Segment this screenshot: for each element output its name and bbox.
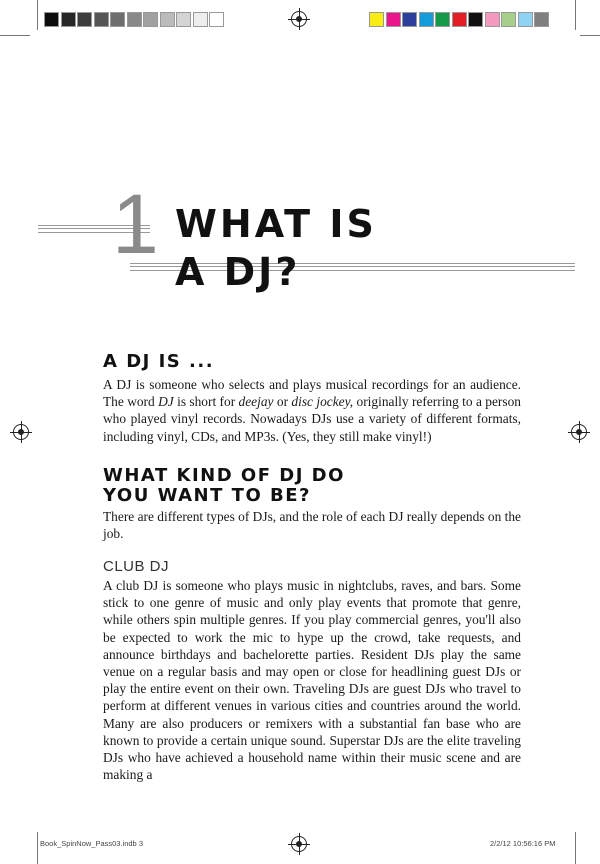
term-deejay: deejay [238,394,274,410]
gray-swatch [44,12,59,27]
chapter-title [175,200,377,296]
term-disc-jockey: disc jockey, [291,394,354,410]
chapter-number: 1 [112,177,159,271]
section-heading-dj-is: A DJ IS ... [103,351,215,372]
color-swatch [402,12,417,27]
chapter-title-line-2: A DJ? [175,250,301,294]
registration-mark-right-icon [571,424,587,440]
gray-swatch [176,12,191,27]
slug-timestamp: 2/2/12 10:56:16 PM [490,839,556,848]
color-swatch [468,12,483,27]
chapter-title-line-1: WHAT IS [175,202,377,246]
crop-mark-top-right [575,0,576,30]
gray-swatch [61,12,76,27]
gray-swatch [160,12,175,27]
color-swatch [452,12,467,27]
registration-mark-top-icon [291,11,307,27]
gray-swatch [94,12,109,27]
color-swatch [501,12,516,27]
color-swatch [435,12,450,27]
section-heading-kind-of-dj: WHAT KIND OF DJ DO YOU WANT TO BE? [103,465,345,506]
paragraph-types-intro: There are different types of DJs, and the role of each DJ really depends on the job. [103,509,521,542]
term-dj: DJ [158,394,174,410]
subsection-heading-club-dj: CLUB DJ [103,558,170,575]
gray-swatch [193,12,208,27]
color-swatch [518,12,533,27]
crop-mark-right-horizontal [580,35,600,36]
color-swatch [386,12,401,27]
gray-swatch [143,12,158,27]
color-swatch [485,12,500,27]
crop-mark-left-horizontal [0,35,30,36]
slug-filename: Book_SpinNow_Pass03.indb 3 [40,839,143,848]
color-swatch [419,12,434,27]
crop-mark-bottom-right [575,832,576,864]
registration-mark-bottom-icon [291,836,307,852]
paragraph-club-dj: A club DJ is someone who plays music in nightclubs, raves, and bars. Some stick to one genre of music and only play events that promote that genre, while others spin multiple genres. If you play commercial genres, you'll also be expected to work the mic to hype up the crowd, take requests, and announce birthdays and bachelorette parties. Resident DJs play the same venue on a regular basis and may open or close for headlining guest DJs or play the entire event on their own. Traveling DJs are guest DJs who travel to perform at different venues in various cities and countries around the world. Many are also producers or remixers with a substantial fan base who are known to provide a certain unique sound. Superstar DJs are the elite traveling DJs who have achieved a household name within their music scene and are making a [103,578,521,783]
crop-mark-bottom-left [37,832,38,864]
gray-swatch [110,12,125,27]
gray-swatch [127,12,142,27]
color-swatch [534,12,549,27]
paragraph-dj-definition: A DJ is someone who selects and plays musical recordings for an audience. The word DJ is short for deejay or disc jockey, originally referring to a person who played vinyl records. Nowadays DJs use a variety of different formats, including vinyl, CDs, and MP3s. (Yes, they still make vinyl!) [103,377,521,444]
color-swatch [369,12,384,27]
registration-mark-left-icon [13,424,29,440]
gray-swatch [77,12,92,27]
crop-mark-top-left [37,0,38,30]
gray-swatch [209,12,224,27]
